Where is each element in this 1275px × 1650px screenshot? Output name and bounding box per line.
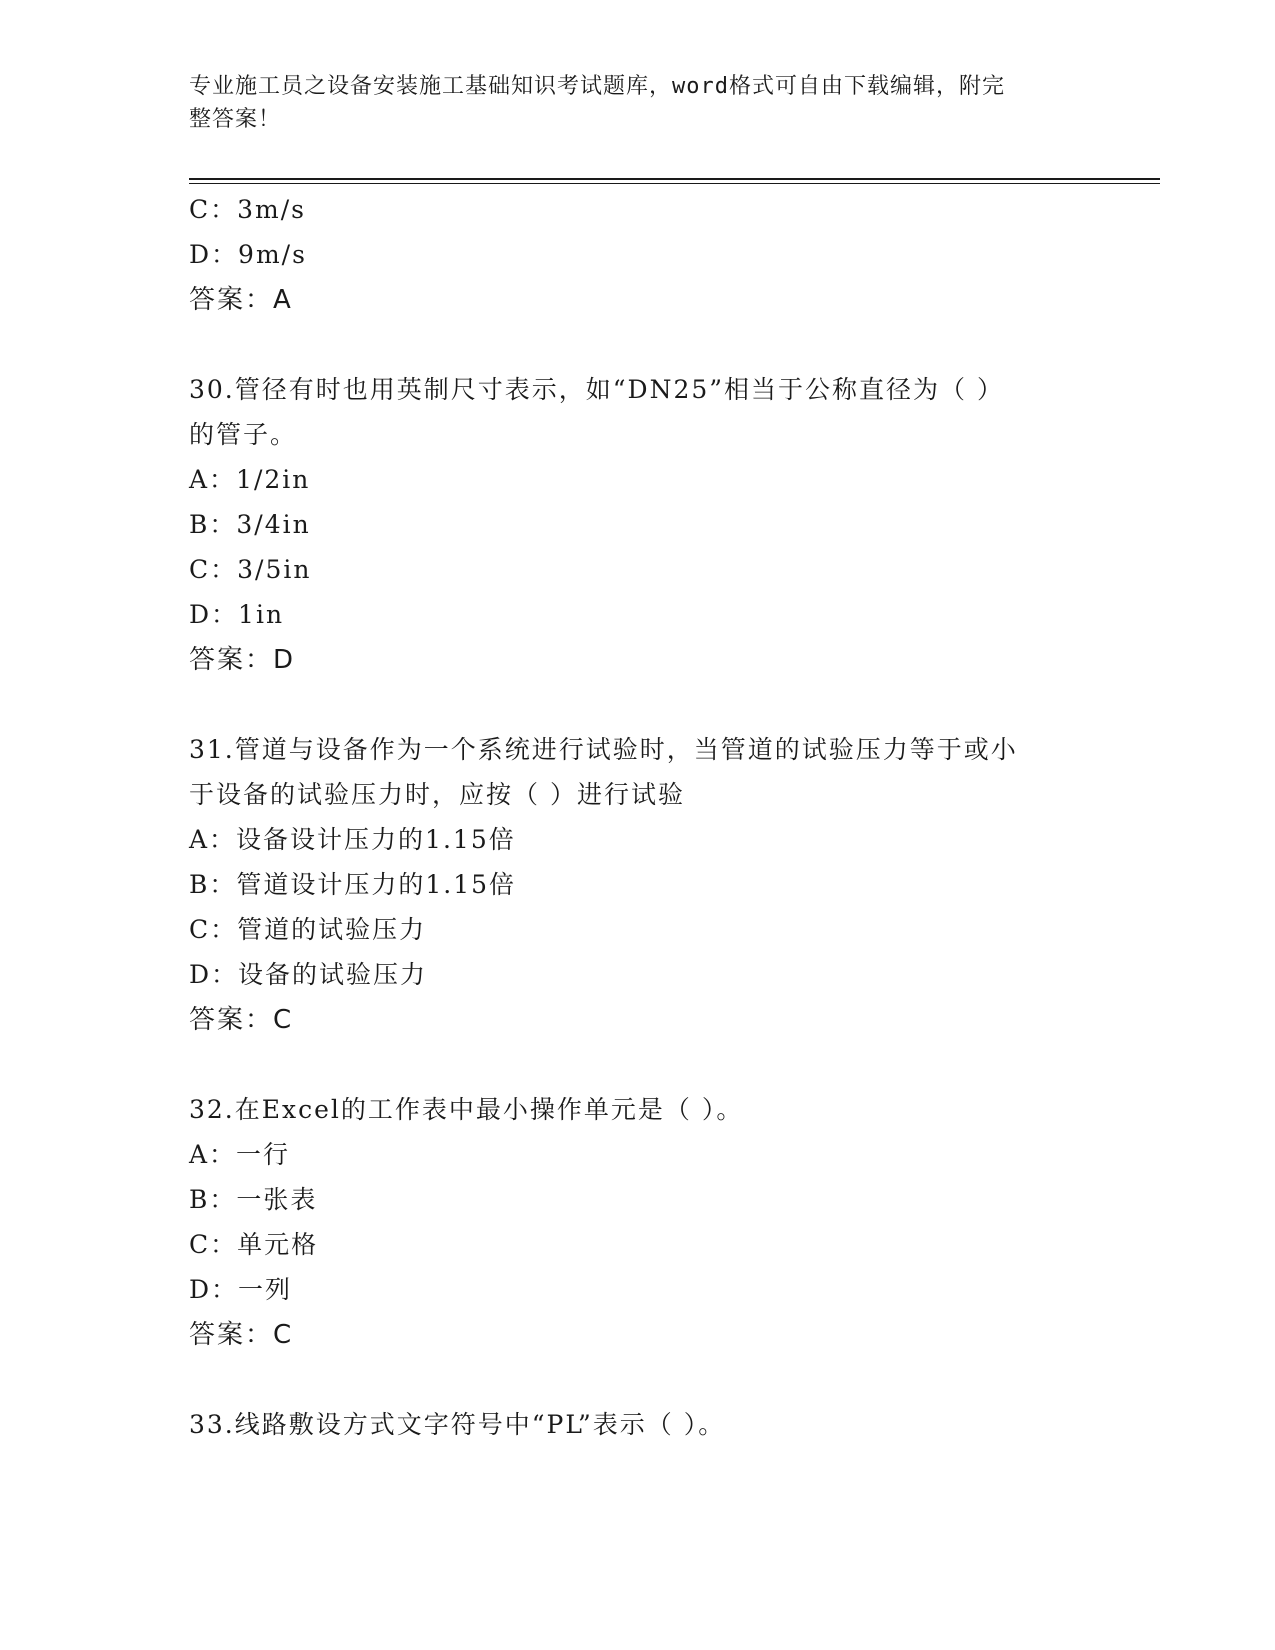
q31-option-a: A：设备设计压力的1.15倍	[189, 825, 516, 854]
q32-stem-line-1: 32.在Excel的工作表中最小操作单元是（ ）。	[189, 1095, 744, 1124]
q32-option-a: A：一行	[189, 1140, 291, 1169]
q31-option-d: D：设备的试验压力	[189, 960, 428, 989]
q31-answer: 答案：C	[189, 1005, 294, 1035]
q32-option-c: C：单元格	[189, 1230, 319, 1259]
q29-option-c: C：3m/s	[189, 195, 306, 224]
q30-answer: 答案：D	[189, 645, 296, 675]
header-divider-thin	[189, 183, 1160, 184]
q32-answer: 答案：C	[189, 1320, 294, 1350]
document-header	[189, 70, 1089, 136]
q33-stem-line-1: 33.线路敷设方式文字符号中“PL”表示（ ）。	[189, 1410, 726, 1439]
q32-option-b: B：一张表	[189, 1185, 318, 1214]
q31-option-b: B：管道设计压力的1.15倍	[189, 870, 517, 899]
q31-stem-line-2: 于设备的试验压力时，应按（ ）进行试验	[189, 780, 685, 809]
header-line-2: 整答案！	[189, 107, 282, 132]
q31-stem-line-1: 31.管道与设备作为一个系统进行试验时，当管道的试验压力等于或小	[189, 735, 1018, 764]
q30-option-d: D：1in	[189, 600, 285, 629]
q30-option-a: A：1/2in	[189, 465, 311, 494]
q32-option-d: D：一列	[189, 1275, 293, 1304]
q29-answer: 答案：A	[189, 285, 293, 315]
header-divider-thick	[189, 178, 1160, 180]
q30-stem-line-1: 30.管径有时也用英制尺寸表示，如“DN25”相当于公称直径为（ ）	[189, 375, 1004, 404]
q29-option-d: D：9m/s	[189, 240, 307, 269]
q30-option-c: C：3/5in	[189, 555, 312, 584]
q30-stem-line-2: 的管子。	[189, 420, 298, 449]
header-line-1: 专业施工员之设备安装施工基础知识考试题库，word格式可自由下载编辑，附完	[189, 74, 1005, 99]
q31-option-c: C：管道的试验压力	[189, 915, 427, 944]
q30-option-b: B：3/4in	[189, 510, 311, 539]
